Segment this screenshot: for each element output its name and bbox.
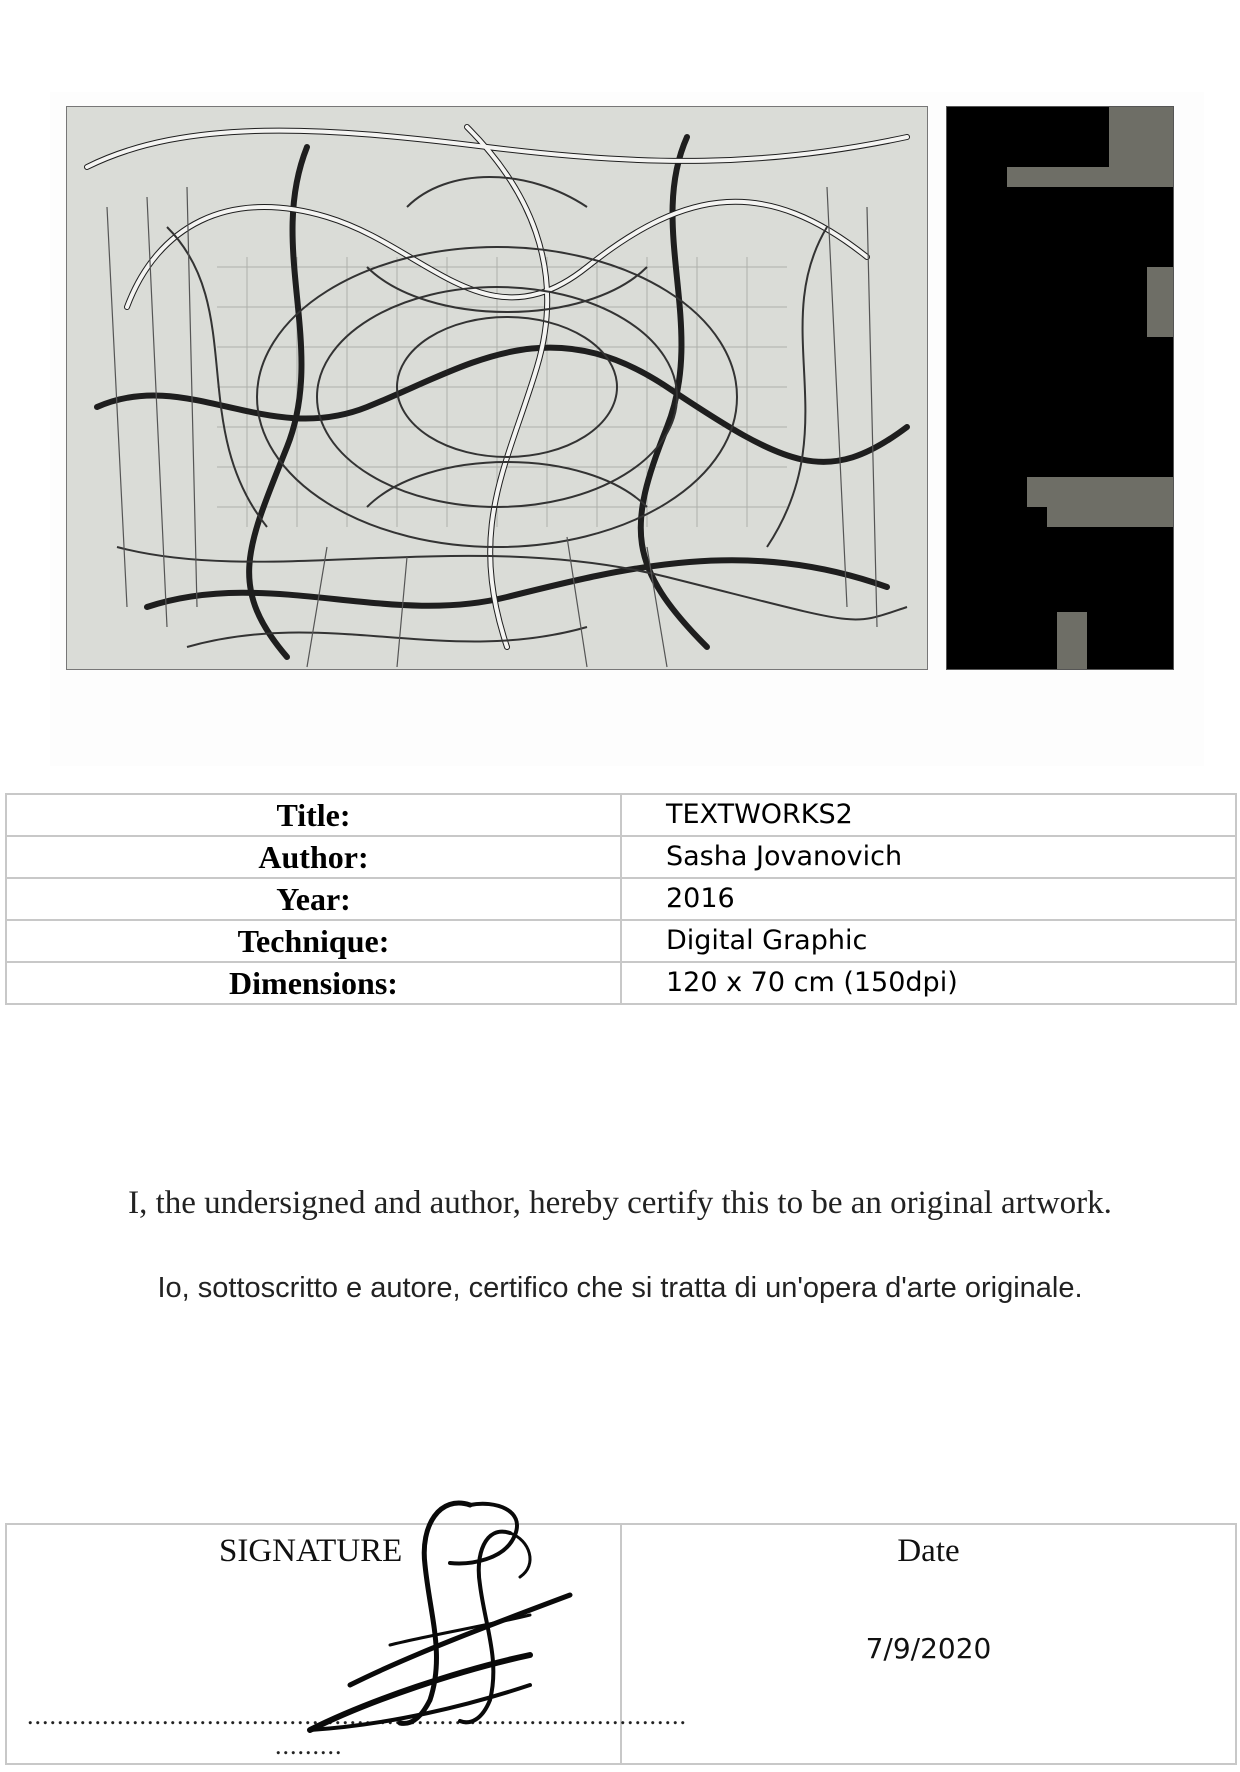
table-row [6,1524,1236,1764]
side-panel-graphic [947,107,1173,669]
artwork-image [66,106,928,670]
signature-dotted-line-continuation: ......... [275,1731,343,1760]
table-row [6,920,1236,962]
certification-english: I, the undersigned and author, hereby certify this to be an original artwork. [128,1185,1112,1221]
handwritten-signature [270,1485,610,1740]
certification-italian: Io, sottoscritto e autore, certifico che si tratta di un'opera d'arte originale. [157,1272,1083,1304]
title-label: Title: [6,794,621,836]
date-value: 7/9/2020 [865,1632,992,1665]
technique-label: Technique: [6,920,621,962]
date-label: Date [897,1533,960,1569]
table-row [6,836,1236,878]
table-row [6,962,1236,1004]
date-cell [621,1524,1236,1764]
year-label: Year: [6,878,621,920]
author-label: Author: [6,836,621,878]
table-row [6,794,1236,836]
abstract-artwork-graphic [67,107,927,669]
signature-table [5,1523,1237,1765]
artwork-details-table [5,793,1237,1005]
table-row [6,878,1236,920]
signature-label: SIGNATURE [219,1533,403,1569]
artwork-frame [50,92,1204,766]
signature-dotted-line: ........................................................................................ [27,1701,687,1730]
title-value: TEXTWORKS2 [621,794,1236,836]
year-value: 2016 [621,878,1236,920]
artwork-side-panel [946,106,1174,670]
dimensions-label: Dimensions: [6,962,621,1004]
author-value: Sasha Jovanovich [621,836,1236,878]
technique-value: Digital Graphic [621,920,1236,962]
dimensions-value: 120 x 70 cm (150dpi) [621,962,1236,1004]
